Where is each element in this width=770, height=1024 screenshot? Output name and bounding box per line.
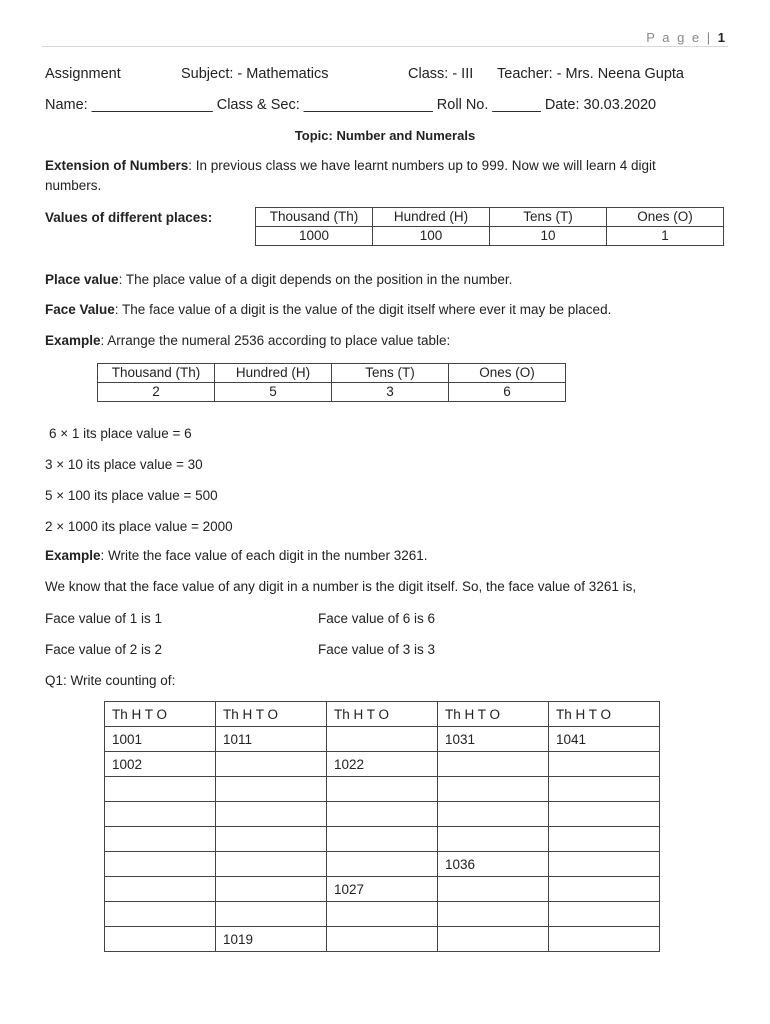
counting-cell[interactable]: 1036 [438,852,549,877]
places-header-o: Ones (O) [607,208,724,227]
counting-cell[interactable] [216,777,327,802]
counting-cell[interactable] [327,927,438,952]
extension-line2: numbers. [45,178,102,193]
know-text: We know that the face value of any digit in a number is the digit itself. So, the face value of 3261 is, [45,579,637,594]
counting-cell[interactable] [105,852,216,877]
counting-cell[interactable] [105,877,216,902]
table-row [105,902,660,927]
counting-header-cell: Th H T O [438,702,549,727]
counting-cell[interactable] [549,927,660,952]
counting-cell[interactable] [216,902,327,927]
places-header-h: Hundred (H) [373,208,490,227]
calc-line: 5 × 100 its place value = 500 [45,488,218,503]
table-row [105,827,660,852]
counting-cell[interactable]: 1011 [216,727,327,752]
counting-cell[interactable] [327,852,438,877]
counting-cell[interactable] [216,852,327,877]
table-row [105,802,660,827]
example-header-o: Ones (O) [449,364,566,383]
counting-cell[interactable] [549,777,660,802]
places-header-th: Thousand (Th) [256,208,373,227]
page-label: P a g e | [646,30,713,45]
places-value-th: 1000 [256,227,373,246]
counting-cell[interactable]: 1031 [438,727,549,752]
counting-header-cell: Th H T O [327,702,438,727]
counting-cell[interactable] [438,827,549,852]
calc-line: 2 × 1000 its place value = 2000 [45,519,233,534]
example-value-t: 3 [332,383,449,402]
counting-cell[interactable] [327,777,438,802]
place-value-label: Place value [45,272,119,287]
name-line: Name: _______________ Class & Sec: ________________ Roll No. ______ Date: 30.03.2020 [45,97,657,113]
counting-cell[interactable] [549,827,660,852]
example-value-h: 5 [215,383,332,402]
counting-cell[interactable] [216,827,327,852]
assignment-label: Assignment [45,66,121,82]
teacher-label: Teacher: - Mrs. Neena Gupta [497,66,684,82]
example1-text: : Arrange the numeral 2536 according to place value table: [100,333,451,348]
counting-cell[interactable] [327,827,438,852]
counting-cell[interactable] [438,777,549,802]
table-row [105,727,660,752]
calc-line: 6 × 1 its place value = 6 [49,426,192,441]
counting-cell[interactable] [438,752,549,777]
table-row [105,877,660,902]
face-value-def [45,302,611,317]
places-value-t: 10 [490,227,607,246]
example1 [45,333,450,348]
table-row [105,852,660,877]
counting-cell[interactable]: 1002 [105,752,216,777]
table-row [105,777,660,802]
places-value-h: 100 [373,227,490,246]
counting-cell[interactable] [549,852,660,877]
extension-label: Extension of Numbers [45,158,189,173]
counting-cell[interactable] [216,877,327,902]
example2 [45,548,427,563]
header-divider [42,46,728,47]
example-value-o: 6 [449,383,566,402]
counting-cell[interactable] [216,752,327,777]
counting-cell[interactable] [105,777,216,802]
places-value-o: 1 [607,227,724,246]
counting-cell[interactable]: 1027 [327,877,438,902]
counting-cell[interactable] [327,727,438,752]
extension-line1 [45,158,656,173]
table-row [105,927,660,952]
place-value-def [45,272,512,287]
subject-label: Subject: - Mathematics [181,66,329,82]
counting-header-cell: Th H T O [549,702,660,727]
counting-header-cell: Th H T O [105,702,216,727]
face-value-item: Face value of 2 is 2 [45,642,163,657]
face-value-item: Face value of 6 is 6 [318,611,436,626]
counting-cell[interactable] [105,902,216,927]
calc-line: 3 × 10 its place value = 30 [45,457,203,472]
counting-cell[interactable]: 1019 [216,927,327,952]
example1-label: Example [45,333,101,348]
counting-cell[interactable] [438,902,549,927]
page-number-value: 1 [717,30,725,45]
counting-table [104,701,660,952]
example-value-th: 2 [98,383,215,402]
counting-cell[interactable] [105,927,216,952]
counting-cell[interactable] [549,752,660,777]
example2-text: : Write the face value of each digit in the number 3261. [100,548,428,563]
example-header-th: Thousand (Th) [98,364,215,383]
counting-header-cell: Th H T O [216,702,327,727]
face-value-text: : The face value of a digit is the value of the digit itself where ever it may be placed. [114,302,612,317]
face-value-label: Face Value [45,302,115,317]
face-value-item: Face value of 3 is 3 [318,642,436,657]
counting-cell[interactable] [105,827,216,852]
counting-cell[interactable] [438,802,549,827]
table-row [105,752,660,777]
question-1: Q1: Write counting of: [45,673,176,688]
example-table [97,363,566,402]
counting-cell[interactable] [105,802,216,827]
example-header-t: Tens (T) [332,364,449,383]
example-header-h: Hundred (H) [215,364,332,383]
places-table [255,207,724,246]
example2-label: Example [45,548,101,563]
values-label: Values of different places: [45,210,213,225]
extension-text: : In previous class we have learnt numbers up to 999. Now we will learn 4 digit [188,158,656,173]
counting-cell[interactable] [327,902,438,927]
counting-cell[interactable] [549,877,660,902]
places-header-t: Tens (T) [490,208,607,227]
counting-cell[interactable] [438,877,549,902]
counting-cell[interactable] [549,902,660,927]
page-number [646,30,725,45]
counting-cell[interactable] [549,802,660,827]
counting-cell[interactable] [438,927,549,952]
place-value-text: : The place value of a digit depends on the position in the number. [118,272,513,287]
counting-cell[interactable]: 1041 [549,727,660,752]
counting-header-row [105,702,660,727]
counting-cell[interactable]: 1022 [327,752,438,777]
counting-cell[interactable]: 1001 [105,727,216,752]
counting-cell[interactable] [327,802,438,827]
class-label: Class: - III [408,66,474,82]
topic-title: Topic: Number and Numerals [294,128,476,143]
counting-cell[interactable] [216,802,327,827]
face-value-item: Face value of 1 is 1 [45,611,163,626]
